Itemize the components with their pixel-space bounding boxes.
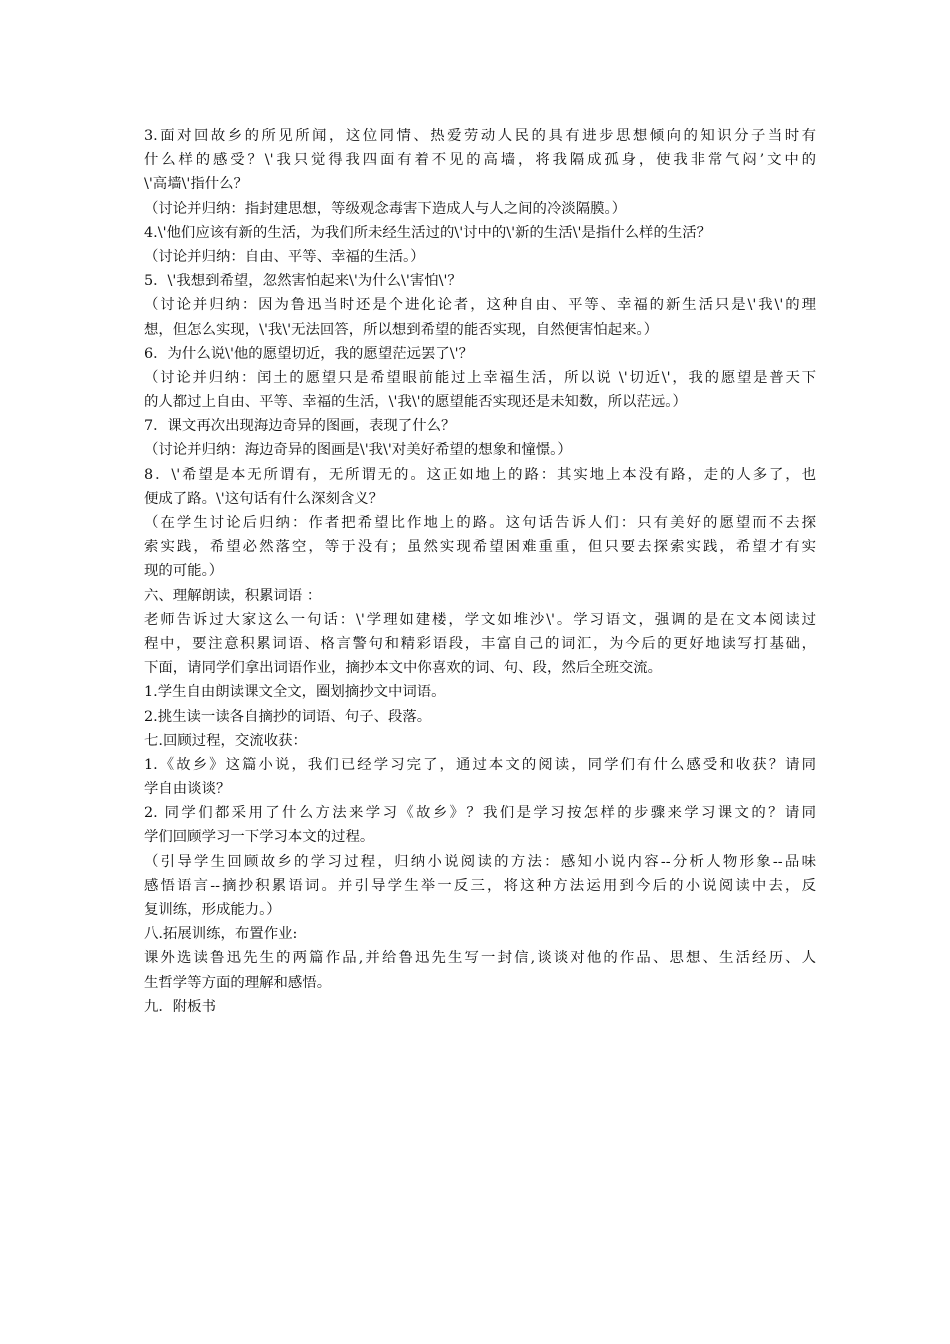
text-line: 感悟语言--摘抄积累语词。并引导学生举一反三，将这种方法运用到今后的小说阅读中去，反	[144, 877, 816, 894]
text-line: 程中，要注意积累词语、格言警句和精彩语段，丰富自己的词汇，为今后的更好地读写打基础，	[144, 635, 816, 652]
text-line: 7．课文再次出现海边奇异的图画，表现了什么？	[144, 418, 456, 435]
text-line: （讨论并归纳：海边奇异的图画是\'我\'对美好希望的想象和憧憬。）	[144, 442, 572, 459]
text-line: 八.拓展训练，布置作业:	[144, 926, 298, 943]
text-line: 课外选读鲁迅先生的两篇作品,并给鲁迅先生写一封信,谈谈对他的作品、思想、生活经历、人	[144, 950, 816, 967]
document-body	[144, 124, 816, 1019]
text-line: （在学生讨论后归纳：作者把希望比作地上的路。这句话告诉人们：只有美好的愿望而不去探	[144, 515, 816, 531]
text-line: 学们回顾学习一下学习本文的过程。	[144, 829, 375, 846]
text-line: 2.挑生读一读各自摘抄的词语、句子、段落。	[144, 708, 432, 725]
text-line: 2. 同学们都采用了什么方法来学习《故乡》？我们是学习按怎样的步骤来学习课文的？请同	[144, 805, 816, 822]
text-line: 5．\'我想到希望，忽然害怕起来\'为什么\'害怕\'？	[144, 273, 462, 290]
text-line: 6．为什么说\'他的愿望切近，我的愿望茫远罢了\'？	[144, 345, 473, 362]
text-line: 的人都过上自由、平等、幸福的生活，\'我\'的愿望能否实现还是未知数，所以茫远。）	[144, 394, 687, 411]
text-line: 8．\'希望是本无所谓有，无所谓无的。这正如地上的路：其实地上本没有路，走的人多了，也	[144, 466, 816, 483]
text-line: \'高墙\'指什么？	[144, 176, 248, 193]
text-line: （讨论并归纳：因为鲁迅当时还是个进化论者，这种自由、平等、幸福的新生活只是\'我\'的理	[144, 297, 816, 314]
text-line: （讨论并归纳：闰土的愿望只是希望眼前能过上幸福生活，所以说 \'切近\'，我的愿望是普天下	[144, 369, 816, 386]
text-line: 下面，请同学们拿出词语作业，摘抄本文中你喜欢的词、句、段，然后全班交流。	[144, 660, 663, 677]
text-line: 七.回顾过程，交流收获：	[144, 732, 307, 749]
text-line: 复训练，形成能力。）	[144, 902, 281, 918]
text-line: 想，但怎么实现，\'我\'无法回答，所以想到希望的能否实现，自然便害怕起来。）	[144, 321, 659, 338]
text-line: 什么样的感受？\'我只觉得我四面有着不见的高墙，将我隔成孤身，使我非常气闷’文中的	[144, 152, 816, 169]
text-line: 学自由谈谈？	[144, 781, 231, 798]
text-line: 1.学生自由朗读课文全文，圈划摘抄文中词语。	[144, 684, 446, 701]
text-line: 老师告诉过大家这么一句话：\'学理如建楼，学文如堆沙\'。学习语文，强调的是在文本阅读过	[144, 611, 816, 628]
text-line: 便成了路。\'这句话有什么深刻含义？	[144, 490, 384, 507]
text-line: 1.《故乡》这篇小说，我们已经学习完了，通过本文的阅读，同学们有什么感受和收获？请同	[144, 756, 816, 773]
text-line: 3.面对回故乡的所见所闻，这位同情、热爱劳动人民的具有进步思想倾向的知识分子当时有	[144, 128, 816, 144]
text-line: （讨论并归纳：指封建思想，等级观念毒害下造成人与人之间的冷淡隔膜。）	[144, 200, 627, 217]
text-line: 生哲学等方面的理解和感悟。	[144, 974, 332, 991]
text-line: 六、理解朗读，积累词语 ：	[144, 587, 322, 604]
text-line: （讨论并归纳：自由、平等、幸福的生活。）	[144, 248, 425, 265]
text-line: 现的可能。）	[144, 563, 224, 580]
text-line: 索实践，希望必然落空，等于没有；虽然实现希望困难重重，但只要去探索实践，希望才有实	[144, 539, 816, 556]
text-line: （引导学生回顾故乡的学习过程，归纳小说阅读的方法：感知小说内容--分析人物形象--品味	[144, 853, 816, 870]
text-line: 4.\'他们应该有新的生活，为我们所未经生活过的\'讨中的\'新的生活\'是指什么样的生活？	[144, 224, 712, 241]
text-line: 九．附板书	[144, 998, 216, 1015]
